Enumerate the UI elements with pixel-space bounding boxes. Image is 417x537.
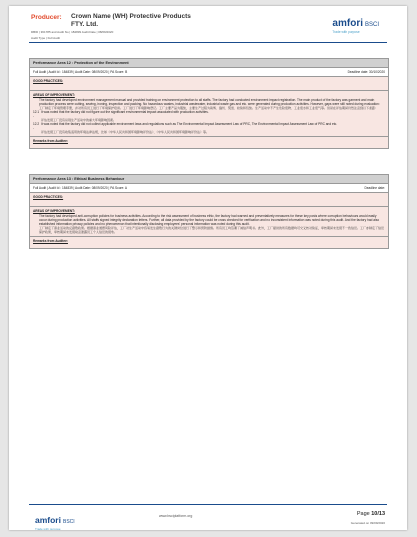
areas-text-zh: 工厂制定了环境管理手册，并对所有员工进行了环境保护培训。工厂进行了环境影响登记。工厂主要产品为服装，主要生产过程为裁剪、缝纫、熨烫、检验和包装。生产活动中不产生危险废物、工业废水和工业废气等。但是在评估期间仍然注意到以下差距： xyxy=(39,106,379,110)
performance-area-12 xyxy=(29,58,389,149)
page-label: Page xyxy=(356,511,370,517)
areas-text: The factory had developed anti-corruption policies for business activities. According to the risk assessment of business ethic, the factory had warned and preventatively measures for these key posts where corruption behaviours would easily occur during production activities. All staffs signed integrity declaration letters. Further, all data provided by the factory could be cross checked for verification and no inconsistent information was noted during this audit. And the factory had also established information privacy policies and no phenomenon that intentionally disclosing employees' personal information was noted during this audit. xyxy=(39,214,380,226)
good-practices xyxy=(30,193,388,207)
section-audit-info xyxy=(30,184,388,193)
finding-item xyxy=(33,110,385,118)
audit-info: Full Audit | Audit Id : 184839 | Audit Date: 08/09/2020 | PA Score: B xyxy=(33,70,128,74)
footer-amfori-logo xyxy=(35,510,75,530)
remarks-from-auditee xyxy=(30,137,388,148)
performance-area-13 xyxy=(29,174,389,249)
finding-text: It was noted that the factory did not figure out the significant environmental impact associated with production activities. xyxy=(41,110,209,114)
finding-number: 12.2 - xyxy=(33,122,40,130)
page-count: 10/13 xyxy=(371,511,385,517)
areas-text-zh: 工厂制定了商业活动的反腐败政策。根据商业道德风险评估，工厂对生产活动中容易发生腐败行为的关键岗位进行了警示和预防措施。所有员工均签署了诚信声明书。此外，工厂提供的所有数据均可交叉核对验证，审核期间未发现不一致信息。工厂亦制定了信息保护政策，审核期间未发现故意泄露员工个人信息的现象。 xyxy=(39,226,385,234)
generated-date: Generated on 09/09/2020 xyxy=(350,521,385,525)
section-title: Performance Area 13 : Ethical Business Behaviour xyxy=(30,175,388,184)
section-title: Performance Area 12 : Protection of the Environment xyxy=(30,59,388,68)
header-divider xyxy=(29,42,387,43)
deadline-date: Deadline date: xyxy=(364,186,385,190)
areas-of-improvement xyxy=(30,207,388,237)
good-practices-title: GOOD PRACTICES: xyxy=(33,79,64,83)
finding-text: It was noted that the factory did not collect applicable environment laws and regulations such as The Environmental Impact Assessment Law of PRC, The Environmental Impact Assessment Law of PRC and etc. xyxy=(41,122,338,126)
areas-title: AREAS OF IMPROVEMENT: xyxy=(33,209,75,213)
finding-text-zh: 评估发现工厂没有收集适用的环境法律法规，比如《中华人民共和国环境影响评价法》、《中华人民共和国环境影响评价法》等。 xyxy=(41,130,210,134)
audit-type: Audit Type | Full Audit xyxy=(31,36,60,40)
finding-text-zh: 评估发现工厂没有识别生产活动中的重大环境影响因素。 xyxy=(41,118,117,122)
ids-line: DBID | 361785 and Audit No | 184839 Audit Date | 08/09/2020 xyxy=(31,30,114,34)
footer-logo-tagline: Trade with purpose xyxy=(35,527,61,530)
deadline-date: Deadline date: 30/10/2020 xyxy=(347,70,385,74)
areas-text: The factory had developed environment management manual and provided training on environment protection to all staffs. The factory had conducted environment impact registration. The main product of the factory was garment and main production process were cutting, sewing, ironing, inspection and packing. No hazardous wastes, industrial wastewater, industrial waste gas and etc. were generated during production activities. However, gaps were still noted during evaluation: xyxy=(39,98,380,106)
remarks-title: Remarks from Auditee: xyxy=(33,239,68,243)
areas-of-improvement xyxy=(30,91,388,137)
footer-divider xyxy=(29,504,387,505)
audit-info: Full Audit | Audit Id : 184839 | Audit Date: 08/09/2020 | PA Score: A xyxy=(33,186,128,190)
page-number xyxy=(357,511,385,517)
finding-number: 12.1 - xyxy=(33,110,40,118)
remarks-from-auditee xyxy=(30,237,388,248)
section-audit-info xyxy=(30,68,388,77)
finding-item xyxy=(33,122,385,130)
logo-name: amfori xyxy=(332,18,363,29)
report-page xyxy=(9,6,407,530)
remarks-title: Remarks from Auditee: xyxy=(33,139,68,143)
producer-name: Crown Name (WH) Protective Products FTY. Ltd. xyxy=(71,13,191,28)
good-practices xyxy=(30,77,388,91)
producer-label: Producer: xyxy=(31,14,62,21)
logo-suffix: BSCI xyxy=(364,22,379,28)
amfori-logo xyxy=(332,13,379,34)
logo-tagline: Trade with purpose xyxy=(332,30,360,34)
footer-logo-name: amfori xyxy=(35,515,61,525)
areas-title: AREAS OF IMPROVEMENT: xyxy=(33,93,75,97)
platform-link[interactable]: www.bsciplatform.org xyxy=(159,514,193,518)
good-practices-title: GOOD PRACTICES: xyxy=(33,195,64,199)
footer-logo-suffix: BSCI xyxy=(62,519,75,525)
